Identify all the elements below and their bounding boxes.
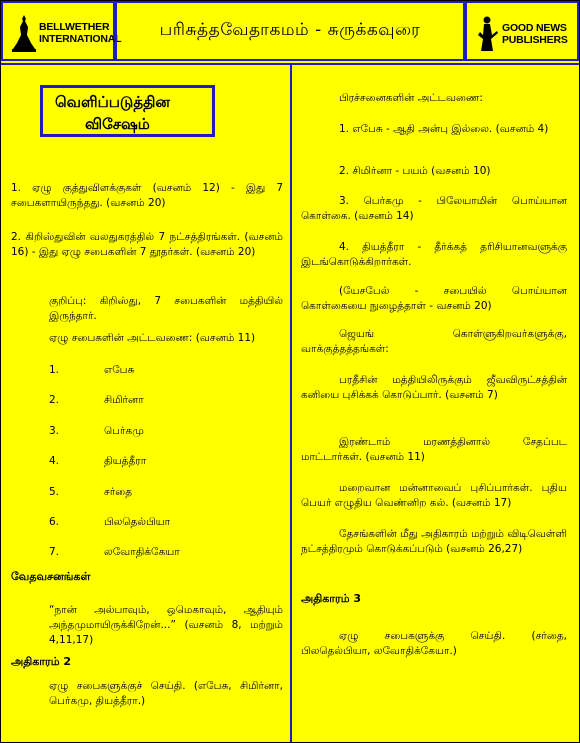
title-box <box>115 1 465 61</box>
problem-thyatira: 4. தியத்தீரா - தீர்க்கத் தரிசியானவளுக்கு இடங்கொடுக்கிறார்கள். <box>301 241 567 268</box>
herald-figure-icon <box>475 15 499 53</box>
problem-pergamum: 3. பெர்கமு - பிலேயாமின் பொய்யான கொள்கை. (வசனம் 14) <box>301 195 567 222</box>
right-logo-box <box>465 1 579 61</box>
left-column <box>1 63 292 742</box>
bell-icon <box>11 13 37 53</box>
verse-quote: “நான் அல்பாவும், ஒமெகாவும், ஆதியும் அந்தமுமாயிருக்கிறேன்...” (வசனம் 8, மற்றும் 4,11,17) <box>49 604 283 646</box>
verses-heading: வேதவசனங்கள் <box>11 570 91 583</box>
list-number: 4. <box>49 455 60 467</box>
chapter-3-heading: அதிகாரம் 3 <box>301 592 362 605</box>
left-logo-box <box>1 1 122 61</box>
list-number: 7. <box>49 546 60 558</box>
church-name: தியத்தீரா <box>104 455 147 467</box>
promise-second-death: இரண்டாம் மரணத்தினால் சேதப்பட மாட்டார்கள். (வசனம் 11) <box>301 436 567 463</box>
good-news-logo <box>475 15 568 53</box>
problems-heading: பிரச்சனைகளின் அட்டவணை: <box>339 92 483 104</box>
church-name: சிமிர்னா <box>104 394 144 406</box>
church-name: எபேசு <box>104 364 135 376</box>
churches-list-heading: ஏழு சபைகளின் அட்டவணை: (வசனம் 11) <box>49 332 256 344</box>
chapter-2-text: ஏழு சபைகளுக்குச் செய்தி. (எபேசு, சிமிர்னா, பெர்கமு, தியத்தீரா.) <box>49 680 283 707</box>
promise-tree-of-life: பரதீசின் மத்தியிலிருக்கும் ஜீவவிருட்சத்தின் கனியை புசிக்கக் கொடுப்பார். (வசனம் 7) <box>301 374 567 401</box>
list-number: 1. <box>49 364 60 376</box>
paragraph-stars: 2. கிறிஸ்துவின் வலதுகரத்தில் 7 நட்சத்திரங்கள். (வசனம் 16) - இது ஏழு சபைகளின் 7 தூதர்கள். (வசனம் 20) <box>11 231 283 258</box>
logo-line-2: INTERNATIONAL <box>39 33 122 45</box>
list-number: 5. <box>49 486 60 498</box>
logo-line-2: PUBLISHERS <box>502 34 568 46</box>
overcomers-heading: ஜெயங் கொள்ளுகிறவர்களுக்கு, வாக்குத்தத்தங்கள்: <box>301 328 567 355</box>
promise-authority: தேசங்களின் மீது அதிகாரம் மற்றும் விடிவெள்ளி நட்சத்திரமும் கொடுக்கப்படும் (வசனம் 26,27) <box>301 528 567 555</box>
church-name: லவோதிக்கேயா <box>104 546 180 558</box>
church-name: பெர்கமு <box>104 425 144 437</box>
problem-ephesus: 1. எபேசு - ஆதி அன்பு இல்லை. (வசனம் 4) <box>339 123 549 135</box>
bellwether-logo <box>11 13 121 53</box>
logo-line-1: BELLWETHER <box>39 21 110 33</box>
right-column <box>292 63 579 742</box>
chapter-2-heading: அதிகாரம் 2 <box>11 655 72 668</box>
problem-jezebel: (யேசபேல் - சபையில் பொய்யான கொள்கையை நுழைத்தாள் - வசனம் 20) <box>301 285 567 312</box>
header <box>1 1 579 65</box>
paragraph-lampstands: 1. ஏழு குத்துவிளக்குகள் (வசனம் 12) - இது 7 சபைகளாயிருந்தது. (வசனம் 20) <box>11 182 283 209</box>
book-title-line-2: விசேஷம் <box>85 115 150 133</box>
book-title-line-1: வெளிப்படுத்தின <box>55 93 170 111</box>
church-name: சர்தை <box>104 486 133 498</box>
church-name: பிலதெல்பியா <box>104 516 171 528</box>
list-number: 2. <box>49 394 60 406</box>
promise-hidden-manna: மறைவான மன்னாவைப் புசிப்பார்கள். புதிய பெயர் எழுதிய வெண்னிற கல். (வசனம் 17) <box>301 482 567 509</box>
page-title: பரிசுத்தவேதாகமம் - சுருக்கவுரை <box>159 20 421 40</box>
paragraph-note: குறிப்பு: கிறிஸ்து, 7 சபைகளின் மத்தியில் இருந்தார். <box>49 295 283 322</box>
list-number: 3. <box>49 425 60 437</box>
logo-line-1: GOOD NEWS <box>502 22 567 34</box>
problem-smyrna: 2. சிமிர்னா - பயம் (வசனம் 10) <box>339 165 491 177</box>
chapter-3-text: ஏழு சபைகளுக்கு செய்தி. (சர்தை, பிலதெல்பியா, லவோதிக்கேயா.) <box>301 630 567 657</box>
list-number: 6. <box>49 516 60 528</box>
book-title-box <box>40 85 215 137</box>
